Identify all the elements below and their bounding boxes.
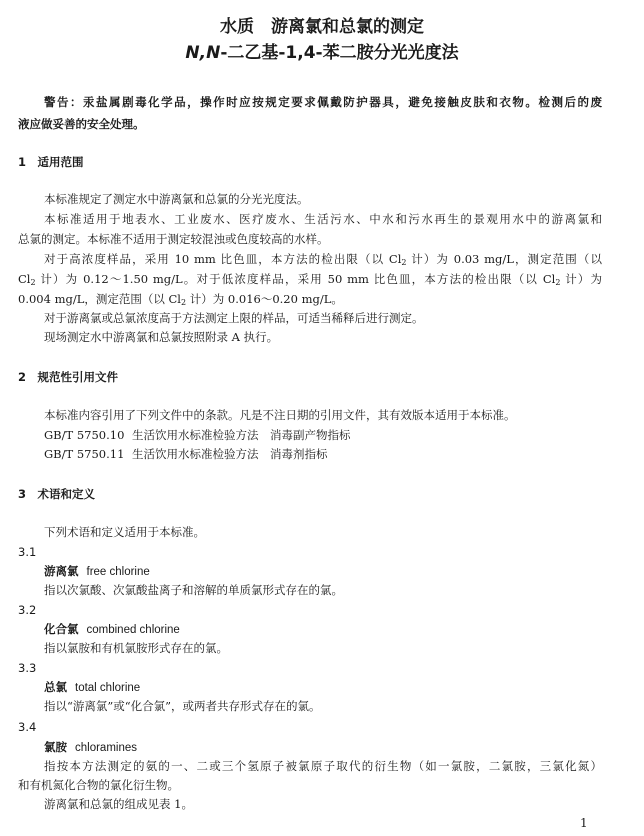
section-1-para-2-line-2: 总氯的测定。本标准不适用于测定较混浊或色度较高的水样。: [18, 232, 329, 246]
term-chinese: 化合氯: [44, 622, 79, 636]
p3-line2-sub-1: 2: [30, 278, 36, 287]
warning-line-2: 液应做妥善的安全处理。: [18, 117, 145, 131]
term-chinese: 总氯: [44, 680, 67, 694]
p3-line2-sub-2: 2: [555, 278, 561, 287]
p3-line1-sub: 2: [401, 258, 407, 267]
title-rest-part: -二乙基-1,4-苯二胺分光光度法: [220, 43, 459, 63]
section-1-heading: 1 适用范围: [18, 155, 84, 169]
section-1-para-3-line-1: [44, 252, 602, 270]
reference-item: [44, 447, 328, 461]
term-number: 3.1: [18, 545, 37, 559]
table-reference-sentence: 游离氯和总氯的组成见表 1。: [44, 797, 193, 811]
term-heading: [44, 680, 140, 695]
term-definition-continued: 和有机氮化合物的氯化衍生物。: [18, 778, 179, 792]
p3-line1-b: 计）为 0.03 mg/L，测定范围（以: [406, 252, 602, 266]
term-heading: [44, 622, 180, 637]
section-1-para-1: 本标准规定了测定水中游离氯和总氯的分光光度法。: [44, 192, 309, 206]
p3-line3-sub: 2: [181, 298, 187, 307]
reference-code: GB/T 5750.10: [44, 428, 125, 442]
p3-line2-a: Cl: [18, 272, 31, 286]
reference-title: 生活饮用水标准检验方法 消毒副产物指标: [132, 428, 351, 442]
title-line-1: 水质 游离氯和总氯的测定: [220, 17, 424, 37]
section-3-heading: 3 术语和定义: [18, 487, 96, 501]
term-definition: 指按本方法测定的氨的一、二或三个氢原子被氯原子取代的衍生物（如一氯胺，二氯胺，三氯化氮）: [44, 759, 602, 773]
title-line-2: [0, 38, 644, 63]
p3-line2-c: 计）为: [560, 272, 603, 286]
term-english: total chlorine: [75, 682, 141, 694]
term-english: chloramines: [75, 742, 137, 754]
term-heading: [44, 740, 137, 755]
term-heading: [44, 564, 150, 579]
section-2-heading: 2 规范性引用文件: [18, 370, 119, 384]
reference-item: [44, 428, 351, 442]
section-2-para-1: 本标准内容引用了下列文件中的条款。凡是不注日期的引用文件，其有效版本适用于本标准。: [44, 408, 516, 422]
section-1-para-4: 对于游离氯或总氯浓度高于方法测定上限的样品，可适当稀释后进行测定。: [44, 311, 424, 325]
section-3-intro: 下列术语和定义适用于本标准。: [44, 525, 205, 539]
term-definition: 指以氯胺和有机氯胺形式存在的氯。: [44, 641, 228, 655]
warning-line-1: 警告：汞盐属剧毒化学品，操作时应按规定要求佩戴防护器具，避免接触皮肤和衣物。检测后的废: [44, 95, 602, 109]
term-english: free chlorine: [86, 566, 150, 578]
term-number: 3.2: [18, 603, 37, 617]
term-english: combined chlorine: [86, 624, 180, 636]
term-chinese: 游离氯: [44, 564, 79, 578]
term-number: 3.4: [18, 720, 37, 734]
section-1-para-5: 现场测定水中游离氯和总氯按照附录 A 执行。: [44, 330, 279, 344]
term-number: 3.3: [18, 661, 37, 675]
section-1-para-3-line-3: [18, 292, 343, 310]
section-1-para-3-line-2: [18, 272, 602, 290]
p3-line1-a: 对于高浓度样品，采用 10 mm 比色皿，本方法的检出限（以 Cl: [44, 252, 402, 266]
term-definition: 指以“游离氯”或“化合氯”，或两者共存形式存在的氯。: [44, 699, 321, 713]
p3-line3-a: 0.004 mg/L，测定范围（以 Cl: [18, 292, 181, 306]
p3-line3-b: 计）为 0.016～0.20 mg/L。: [186, 292, 343, 306]
p3-line2-b: 计）为 0.12～1.50 mg/L。对于低浓度样品，采用 50 mm 比色皿，本方法的检出限（以 Cl: [35, 272, 556, 286]
title-italic-part: N,N: [185, 43, 221, 63]
reference-title: 生活饮用水标准检验方法 消毒剂指标: [132, 447, 328, 461]
page-number: 1: [580, 816, 588, 830]
reference-code: GB/T 5750.11: [44, 447, 125, 461]
section-1-para-2-line-1: 本标准适用于地表水、工业废水、医疗废水、生活污水、中水和污水再生的景观用水中的游离氯和: [44, 212, 602, 226]
term-definition: 指以次氯酸、次氯酸盐离子和溶解的单质氯形式存在的氯。: [44, 583, 343, 597]
term-chinese: 氯胺: [44, 740, 67, 754]
